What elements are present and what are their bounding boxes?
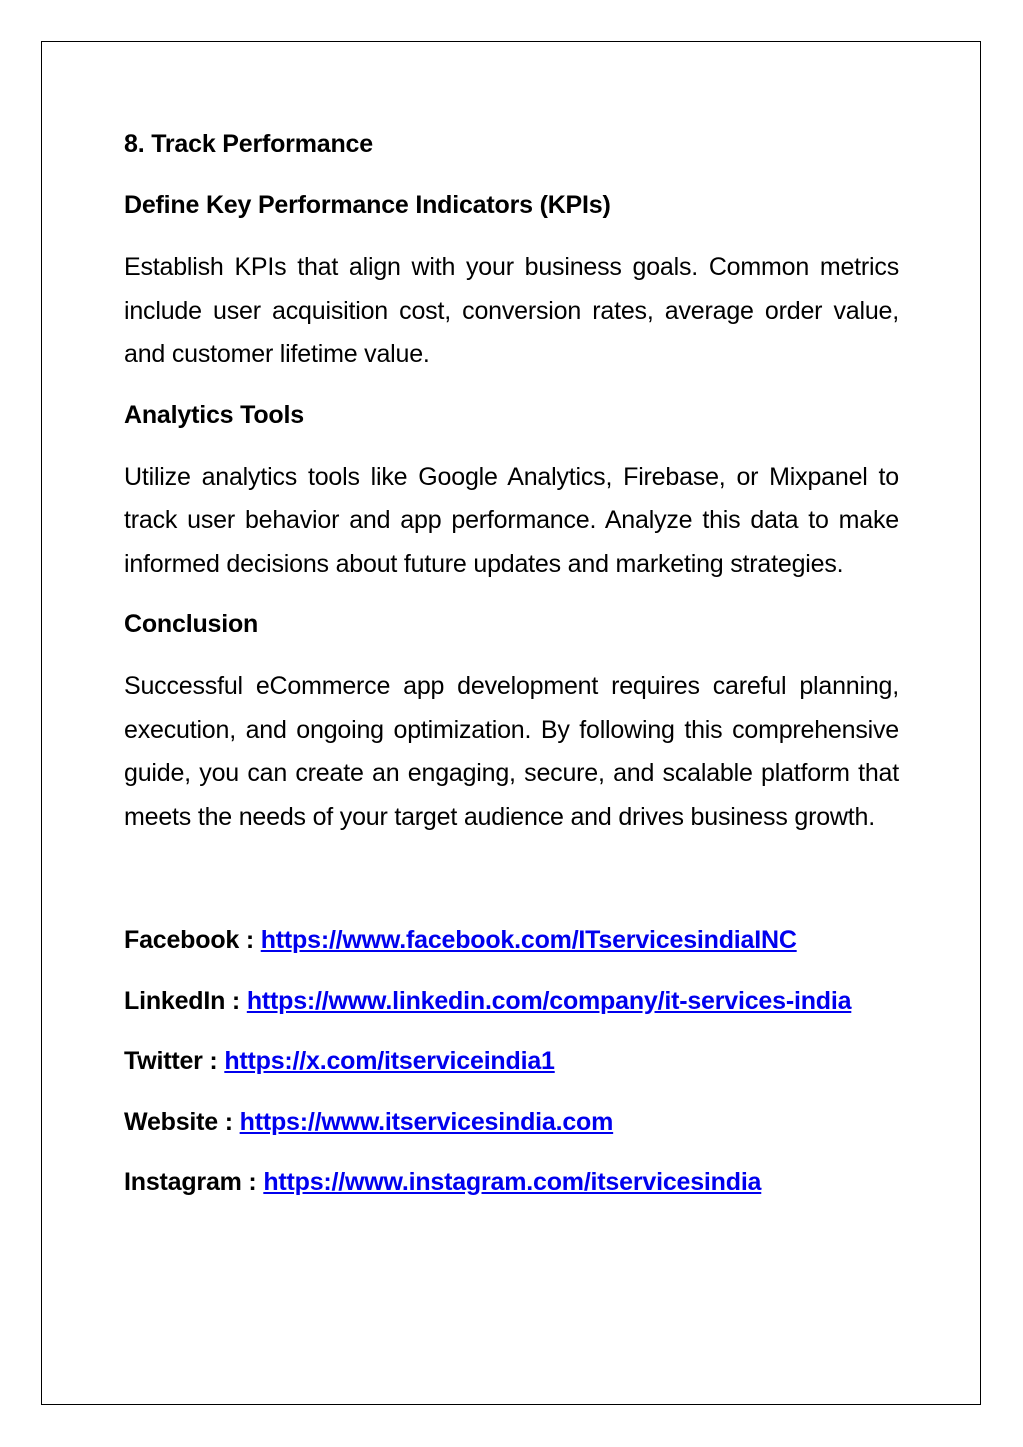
social-row-website [124, 1101, 899, 1145]
social-row-instagram [124, 1161, 899, 1205]
paragraph-conclusion: Successful eCommerce app development requires careful planning, execution, and ongoing optimization. By following this comprehensive guide, you can create an engaging, secure, and scalable platform that meets the needs of your target audience and drives business growth. [124, 672, 899, 831]
paragraph-kpis: Establish KPIs that align with your business goals. Common metrics include user acquisition cost, conversion rates, average order value, and customer lifetime value. [124, 253, 899, 368]
instagram-label: Instagram : [124, 1168, 264, 1196]
document-body [124, 124, 899, 1222]
linkedin-label: LinkedIn : [124, 986, 247, 1015]
website-label: Website : [124, 1107, 240, 1136]
social-row-facebook [124, 919, 899, 963]
spacer [124, 857, 899, 919]
website-link[interactable]: https://www.itservicesindia.com [239, 1107, 614, 1136]
facebook-label: Facebook : [124, 926, 261, 954]
twitter-link[interactable]: https://x.com/itserviceindia1 [224, 1047, 555, 1075]
subheading-analytics-tools: Analytics Tools [124, 400, 304, 429]
social-row-linkedin [124, 980, 899, 1024]
subheading-kpis: Define Key Performance Indicators (KPIs) [124, 191, 611, 219]
heading-conclusion: Conclusion [124, 610, 259, 638]
linkedin-link[interactable]: https://www.linkedin.com/company/it-services-india [246, 986, 852, 1015]
facebook-link[interactable]: https://www.facebook.com/ITservicesindiaINC [260, 926, 797, 954]
section-heading-track-performance: 8. Track Performance [124, 130, 373, 158]
twitter-label: Twitter : [124, 1047, 225, 1075]
instagram-link[interactable]: https://www.instagram.com/itservicesindia [263, 1168, 762, 1196]
paragraph-analytics-tools: Utilize analytics tools like Google Analytics, Firebase, or Mixpanel to track user behavior and app performance. Analyze this data to make informed decisions about future updates and marketing strategies. [124, 462, 899, 578]
social-row-twitter [124, 1040, 899, 1084]
